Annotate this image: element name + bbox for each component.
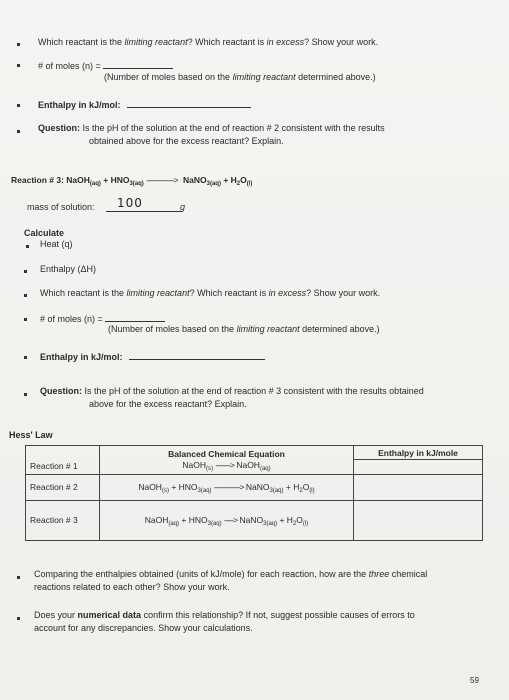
moles-note: (Number of moles based on the limiting reactant determined above.) [104,72,376,82]
moles-label: # of moles (n) = [38,59,173,72]
ph-question: Question: Is the pH of the solution at the end of reaction # 2 consistent with the results [38,123,385,133]
reaction-2-equation[interactable]: NaOH$_{(s)}$ + $HNO_{3(aq)}$ --------------> NaNO$_{3(aq)}$ + $H_2O_{(l)}$ [100,474,354,500]
enthalpy-label: Enthalpy in kJ/mol: [38,98,251,111]
bullet [24,393,27,396]
enthalpy-delta-label: Enthalpy (ΔH) [40,264,97,274]
comparing-enthalpies-question: Comparing the enthalpies obtained (units of kJ/mole) for each reaction, how are the three chemical [34,569,428,579]
moles-answer-line-2[interactable] [105,312,165,322]
comparing-enthalpies-question-line2: reactions related to each other? Show your work. [34,582,230,592]
table-row [26,459,483,474]
numerical-data-question: Does your numerical data confirm this relationship? If not, suggest possible causes of errors to [34,610,415,620]
table-row [26,500,483,540]
row-label: Reaction # 3 [26,500,100,540]
table-cell [26,446,100,460]
reaction-2-enthalpy-cell[interactable] [354,474,483,500]
numerical-data-question-line2: account for any discrepancies. Show your calculations. [34,623,253,633]
reaction-3-enthalpy-cell[interactable] [354,500,483,540]
ph-question-2: Question: Is the pH of the solution at the end of reaction # 3 consistent with the results obtained [40,386,424,396]
hess-law-heading: Hess' Law [9,430,53,440]
hess-law-table [25,445,483,541]
bullet [17,617,20,620]
limiting-reactant-question: Which reactant is the limiting reactant? Which reactant is in excess? Show your work. [38,37,379,47]
reaction-3-equation: Reaction # 3: NaOH$_{(aq)}$ + $HNO_{3(aq)}$ ---------------> NaNO$_{3(aq)}$ + $H_2O_{(l)}$ [11,175,253,187]
reaction-3-equation-cell[interactable]: NaOH$_{(aq)}$ + $HNO_{3(aq)}$ -----> NaNO$_{3(aq)}$ + $H_2O_{(l)}$ [100,500,354,540]
equation-header: Balanced Chemical Equation [100,446,354,460]
mass-handwritten-value: 100 [117,196,143,210]
moles-note-2: (Number of moles based on the limiting reactant determined above.) [108,324,380,334]
table-row [26,474,483,500]
mass-answer-line[interactable] [106,211,182,212]
bullet [17,43,20,46]
reaction-1-enthalpy-cell[interactable] [354,459,483,474]
bullet [17,104,20,107]
row-label: Reaction # 1 [26,459,100,474]
limiting-reactant-question-2: Which reactant is the limiting reactant? Which reactant is in excess? Show your work. [40,288,381,298]
enthalpy-header: Enthalpy in kJ/mole [354,446,483,460]
heat-label: Heat (q) [40,239,73,249]
enthalpy-answer-line-2[interactable] [129,350,265,360]
reaction-1-equation[interactable]: NaOH$_{(s)}$ --------> NaOH$_{(aq)}$ [100,459,354,474]
row-label: Reaction # 2 [26,474,100,500]
bullet [17,130,20,133]
bullet [26,245,29,248]
calculate-heading: Calculate [24,228,65,238]
mass-unit: g [180,202,186,212]
bullet [24,270,27,273]
moles-label-2: # of moles (n) = [40,312,165,325]
ph-question-2-line2: above for the excess reactant? Explain. [89,399,247,409]
bullet [24,318,27,321]
bullet [17,64,20,67]
bullet [24,356,27,359]
ph-question-line2: obtained above for the excess reactant? Explain. [89,136,284,146]
page-number: 59 [470,676,479,685]
mass-of-solution-label: mass of solution: [27,202,95,212]
bullet [24,294,27,297]
moles-answer-line[interactable] [103,59,173,69]
enthalpy-label-2: Enthalpy in kJ/mol: [40,350,265,363]
bullet [17,576,20,579]
enthalpy-answer-line[interactable] [127,98,251,108]
